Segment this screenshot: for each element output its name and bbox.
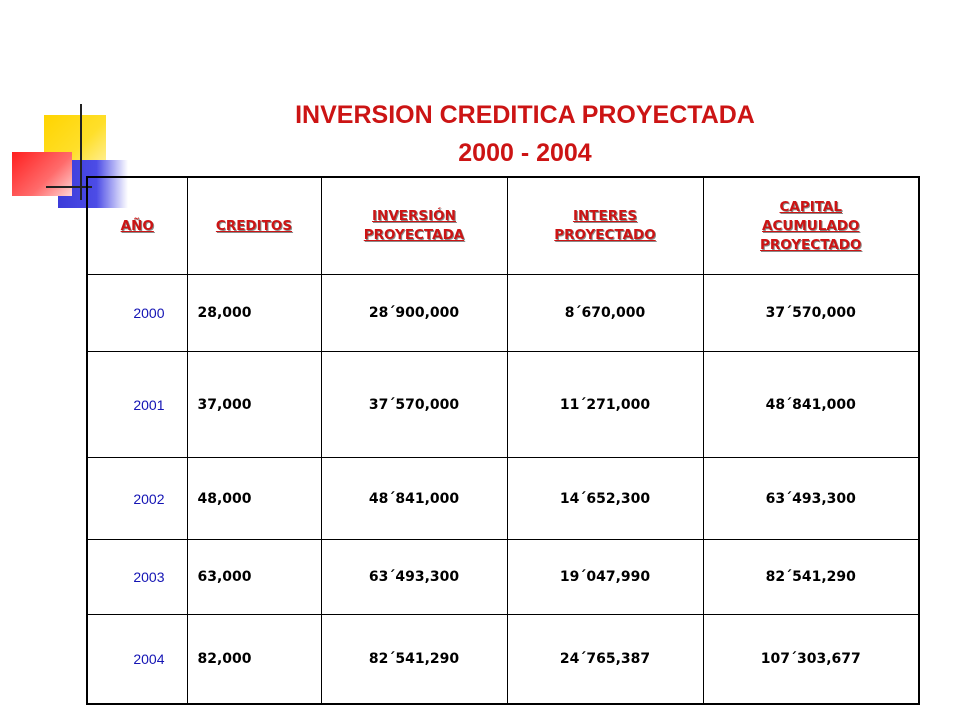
header-inversion-proyectada: INVERSIÓN PROYECTADA <box>321 177 507 275</box>
cell-interes: 11´271,000 <box>507 352 703 458</box>
table-row <box>87 275 919 352</box>
header-capital-acumulado-proyectado: CAPITAL ACUMULADO PROYECTADO <box>703 177 919 275</box>
cell-capital: 107´303,677 <box>703 615 919 705</box>
cell-year: 2000 <box>87 275 187 352</box>
cell-creditos: 48,000 <box>187 458 321 540</box>
cell-inversion: 82´541,290 <box>321 615 507 705</box>
slide-title <box>150 96 900 172</box>
cell-capital: 48´841,000 <box>703 352 919 458</box>
cell-interes: 8´670,000 <box>507 275 703 352</box>
header-ano: AÑO <box>87 177 187 275</box>
cell-creditos: 63,000 <box>187 540 321 615</box>
table-row <box>87 352 919 458</box>
decor-red-square <box>12 152 72 196</box>
cell-year: 2002 <box>87 458 187 540</box>
cell-interes: 19´047,990 <box>507 540 703 615</box>
cell-creditos: 28,000 <box>187 275 321 352</box>
cell-capital: 63´493,300 <box>703 458 919 540</box>
projection-table <box>86 176 920 705</box>
cell-creditos: 82,000 <box>187 615 321 705</box>
cell-interes: 24´765,387 <box>507 615 703 705</box>
table-header-row <box>87 177 919 275</box>
projection-table-container <box>86 176 920 705</box>
table-row <box>87 540 919 615</box>
cell-year: 2003 <box>87 540 187 615</box>
cell-inversion: 37´570,000 <box>321 352 507 458</box>
title-line-2: 2000 - 2004 <box>458 139 592 167</box>
cell-creditos: 37,000 <box>187 352 321 458</box>
cell-inversion: 28´900,000 <box>321 275 507 352</box>
cell-inversion: 63´493,300 <box>321 540 507 615</box>
header-interes-proyectado: INTERES PROYECTADO <box>507 177 703 275</box>
table-row <box>87 458 919 540</box>
cell-inversion: 48´841,000 <box>321 458 507 540</box>
cell-capital: 37´570,000 <box>703 275 919 352</box>
header-creditos: CREDITOS <box>187 177 321 275</box>
cell-year: 2001 <box>87 352 187 458</box>
cell-capital: 82´541,290 <box>703 540 919 615</box>
title-line-1: INVERSION CREDITICA PROYECTADA <box>295 101 755 129</box>
cell-interes: 14´652,300 <box>507 458 703 540</box>
cell-year: 2004 <box>87 615 187 705</box>
table-row <box>87 615 919 705</box>
